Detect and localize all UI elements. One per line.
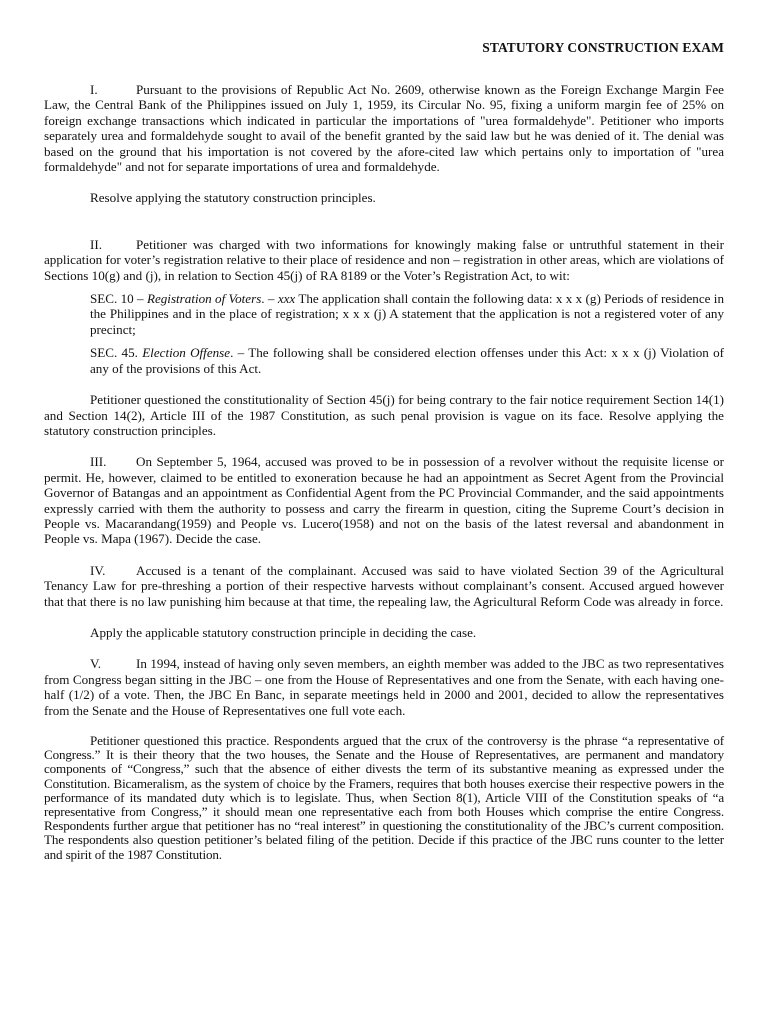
section-10-quote	[44, 291, 724, 337]
sec10-mid: . –	[261, 291, 278, 307]
sec10-xxx: xxx	[277, 291, 296, 307]
question-2-paragraph	[44, 237, 724, 283]
question-4-text: Accused is a tenant of the complainant. Accused was said to have violated Section 39 of the Agricultural Tenancy Law for pre-threshing a portion of their respective harvests without complainant’s consent. Accused argued however that that there is no law punishing him because at that time, the repealing law, the Agricultural Reform Code was already in force.	[44, 562, 724, 609]
question-5-paragraph	[44, 656, 724, 718]
question-1-paragraph	[44, 82, 724, 174]
sec45-body: . – The following shall be considered election offenses under this Act: x x x (j) Violation of any of the provisions of this Act.	[90, 345, 724, 376]
question-3-paragraph	[44, 454, 724, 546]
question-4-number: IV.	[90, 562, 106, 578]
sec45-title: Election Offense	[142, 345, 231, 361]
sec10-head: SEC. 10 –	[90, 291, 147, 307]
section-45-quote	[44, 345, 724, 376]
page-title: STATUTORY CONSTRUCTION EXAM	[482, 40, 724, 55]
question-5-text: In 1994, instead of having only seven members, an eighth member was added to the JBC as two representatives from Congress began sitting in the JBC – one from the House of Representatives and one from the Senate, with each having one-half (1/2) of a vote. Then, the JBC En Banc, in separate meetings held in 2000 and 2001, decided to allow the representatives from the Senate and the House of Representatives one full vote each.	[44, 656, 724, 718]
question-2-followup: Petitioner questioned the constitutionality of Section 45(j) for being contrary to the fair notice requirement Section 14(1) and Section 14(2), Article III of the 1987 Constitution, as such penal provision is vague on its face. Resolve applying the statutory construction principles.	[44, 392, 724, 438]
question-5-number: V.	[90, 656, 102, 672]
question-5-followup: Petitioner questioned this practice. Respondents argued that the crux of the controversy is the phrase “a representative of Congress.” It is their theory that the two houses, the Senate and the House of Representatives, are permanent and mandatory components of “Congress,” such that the absence of either divests the term of its substantive meaning as expressed under the Constitution. Bicameralism, as the system of choice by the Framers, requires that both houses exercise their respective powers in the performance of its mandated duty which is to legislate. Thus, when Section 8(1), Article VIII of the Constitution speaks of “a representative from Congress,” it should mean one representative each from both Houses which comprise the entire Congress. Respondents further argue that petitioner has no “real interest” in questioning the constitutionality of the JBC’s current composition. The respondents also question petitioner’s belated filing of the petition. Decide if this practice of the JBC runs counter to the letter and spirit of the 1987 Constitution.	[44, 733, 724, 862]
sec45-head: SEC. 45.	[90, 345, 143, 361]
question-2-number: II.	[90, 236, 102, 252]
sec10-body: The application shall contain the following data: x x x (g) Periods of residence in the Philippines and in the place of registration; x x x (j) A statement that the application is not a registered voter of any precinct;	[90, 291, 724, 337]
question-4-instruction: Apply the applicable statutory construction principle in deciding the case.	[90, 624, 477, 640]
question-1-number: I.	[90, 82, 98, 97]
question-3-text: On September 5, 1964, accused was proved to be in possession of a revolver without the requisite license or permit. He, however, claimed to be entitled to exoneration because he had an appointment as Secret Agent from the Provincial Governor of Batangas and an appointment as Confidential Agent from the PC Provincial Commander, and the said appointments expressly carried with them the authority to possess and carry the firearm in question, citing the Supreme Court’s decision in People vs. Macarandang(1959) and People vs. Lucero(1958) and not on the basis of the latest reversal and abandonment in People vs. Mapa (1967). Decide the case.	[44, 454, 724, 547]
question-4-paragraph	[44, 563, 724, 609]
question-2-text: Petitioner was charged with two informations for knowingly making false or untruthful statement in their application for voter’s registration relative to their place of residence and non – registration in other areas, which are violations of Sections 10(g) and (j), in relation to Section 45(j) of RA 8189 or the Voter’s Registration Act, to wit:	[44, 236, 724, 283]
question-1-instruction: Resolve applying the statutory construction principles.	[90, 190, 376, 206]
sec10-title: Registration of Voters	[146, 291, 262, 307]
question-1-text: Pursuant to the provisions of Republic Act No. 2609, otherwise known as the Foreign Exchange Margin Fee Law, the Central Bank of the Philippines issued on July 1, 1959, its Circular No. 95, fixing a uniform margin fee of 25% on foreign exchange transactions which indicated in particular the importations of "urea formaldehyde". Petitioner who imports separately urea and formaldehyde sought to avail of the benefit granted by the said law but he was denied of it. The denial was based on the ground that his importation is not covered by the afore-cited law which pertains only to importation of "urea formaldehyde" and not for separate importations of urea and formaldehyde.	[44, 82, 724, 175]
question-3-number: III.	[90, 454, 107, 470]
exam-content	[44, 82, 724, 862]
